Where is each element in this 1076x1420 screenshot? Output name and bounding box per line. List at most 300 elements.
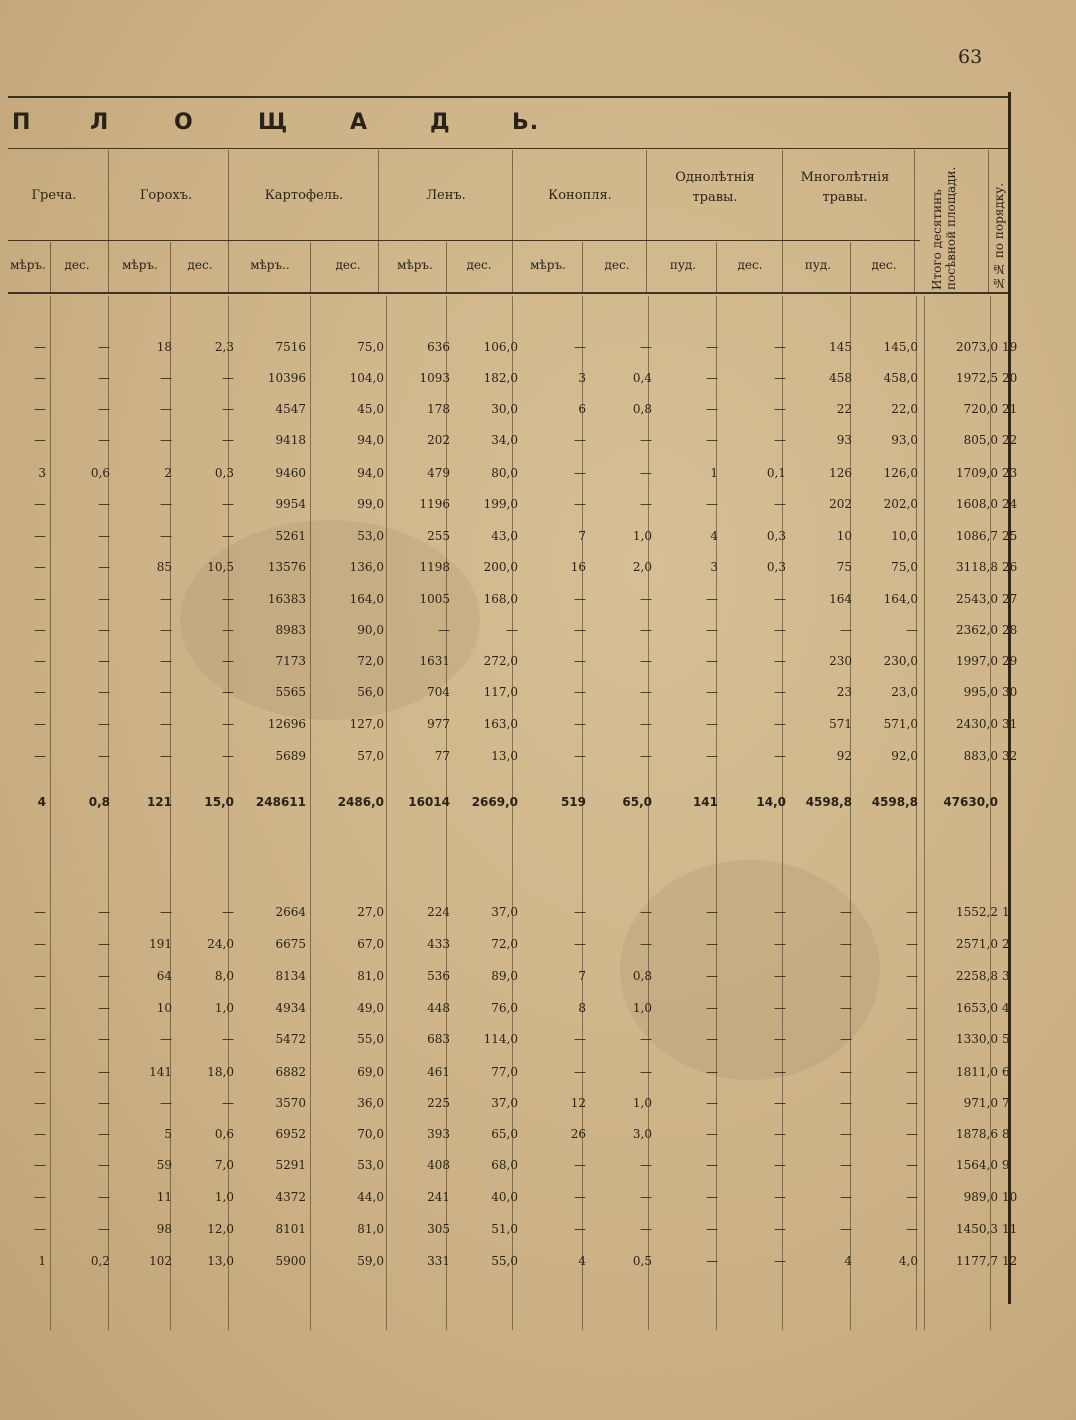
table-cell: — — [222, 685, 234, 699]
table-cell: 971,0 — [963, 1096, 998, 1110]
subheader-measure: мѣръ. — [122, 258, 158, 272]
table-cell: 3 — [38, 466, 46, 480]
table-cell: 2258,8 — [956, 969, 998, 983]
row-number-cell: 19 — [1002, 340, 1018, 354]
table-cell: 51,0 — [491, 1222, 518, 1236]
table-cell: — — [574, 749, 586, 763]
table-cell: 11 — [156, 1190, 172, 1204]
subheader-measure: мѣръ. — [530, 258, 566, 272]
table-cell: — — [222, 592, 234, 606]
table-cell: — — [34, 685, 46, 699]
subheader-rule — [446, 242, 447, 292]
table-cell: 0,3 — [214, 466, 234, 480]
table-cell: 126,0 — [883, 466, 918, 480]
table-cell: 0,6 — [90, 466, 110, 480]
table-cell: 0,3 — [766, 560, 786, 574]
table-cell: — — [160, 685, 172, 699]
table-cell: 1997,0 — [956, 654, 998, 668]
column-rule — [782, 296, 783, 1330]
column-rule — [716, 296, 717, 1330]
table-cell: 121 — [146, 795, 172, 809]
table-cell: 75,0 — [891, 560, 918, 574]
table-cell: 136,0 — [349, 560, 384, 574]
table-cell: 163,0 — [483, 717, 518, 731]
table-cell: 44,0 — [357, 1190, 384, 1204]
table-cell: — — [774, 717, 786, 731]
table-cell: 145 — [829, 340, 852, 354]
table-cell: — — [706, 654, 718, 668]
table-cell: — — [774, 592, 786, 606]
table-cell: 145,0 — [883, 340, 918, 354]
table-cell: — — [34, 1127, 46, 1141]
subheader-rule — [716, 242, 717, 292]
table-cell: 3 — [578, 371, 586, 385]
table-cell: — — [160, 1032, 172, 1046]
table-cell: 5689 — [275, 749, 306, 763]
row-number-cell: 11 — [1002, 1222, 1018, 1236]
table-cell: 10396 — [267, 371, 306, 385]
table-cell: 164 — [829, 592, 852, 606]
table-cell: 8,0 — [214, 969, 234, 983]
table-cell: 43,0 — [491, 529, 518, 543]
table-cell: 126 — [829, 466, 852, 480]
table-cell: 1,0 — [632, 1096, 652, 1110]
table-cell: 241 — [427, 1190, 450, 1204]
table-cell: — — [574, 1158, 586, 1172]
table-cell: 16 — [570, 560, 586, 574]
row-number-cell: 31 — [1002, 717, 1018, 731]
table-cell: — — [640, 1065, 652, 1079]
table-cell: 10,0 — [891, 529, 918, 543]
table-cell: — — [706, 1065, 718, 1079]
table-cell: 72,0 — [491, 937, 518, 951]
table-cell: 77 — [434, 749, 450, 763]
table-cell: — — [640, 905, 652, 919]
header-order-number: №№ по порядку. — [992, 182, 1006, 290]
table-cell: — — [222, 623, 234, 637]
table-cell: 6 — [578, 402, 586, 416]
table-cell: 0,8 — [632, 402, 652, 416]
table-cell: — — [574, 433, 586, 447]
table-cell: — — [774, 340, 786, 354]
table-cell: — — [34, 433, 46, 447]
row-number-cell: 4 — [1002, 1001, 1010, 1015]
table-cell: 8101 — [275, 1222, 306, 1236]
table-cell: 15,0 — [204, 795, 234, 809]
table-cell: — — [906, 905, 918, 919]
table-cell: 16014 — [408, 795, 450, 809]
table-cell: — — [34, 969, 46, 983]
table-cell: 127,0 — [349, 717, 384, 731]
table-cell: 65,0 — [622, 795, 652, 809]
table-cell: 64 — [156, 969, 172, 983]
table-cell: — — [98, 433, 110, 447]
table-cell: — — [706, 969, 718, 983]
table-cell: — — [34, 717, 46, 731]
table-cell: 448 — [427, 1001, 450, 1015]
table-cell: — — [906, 1158, 918, 1172]
table-cell: 0,6 — [214, 1127, 234, 1141]
table-cell: — — [34, 402, 46, 416]
subheader-desyatina: дес. — [604, 258, 630, 272]
table-cell: — — [774, 1254, 786, 1268]
table-cell: 37,0 — [491, 905, 518, 919]
table-cell: 3,0 — [632, 1127, 652, 1141]
table-cell: 1005 — [419, 592, 450, 606]
row-number-cell: 25 — [1002, 529, 1018, 543]
table-cell: 93,0 — [891, 433, 918, 447]
header-column-rule — [108, 150, 109, 292]
row-number-cell: 7 — [1002, 1096, 1010, 1110]
table-cell: 1330,0 — [956, 1032, 998, 1046]
table-cell: 5261 — [275, 529, 306, 543]
table-cell: 10 — [156, 1001, 172, 1015]
table-cell: 230,0 — [883, 654, 918, 668]
table-cell: — — [640, 685, 652, 699]
table-cell: 408 — [427, 1158, 450, 1172]
table-cell: 0,4 — [632, 371, 652, 385]
header-total-area: Итого десятинъ посѣвной площади. — [930, 166, 958, 290]
table-cell: 90,0 — [357, 623, 384, 637]
column-rule — [228, 296, 229, 1330]
table-cell: 1 — [710, 466, 718, 480]
table-cell: — — [98, 654, 110, 668]
table-cell: 1196 — [419, 497, 450, 511]
table-cell: 720,0 — [963, 402, 998, 416]
table-cell: — — [706, 749, 718, 763]
table-cell: 805,0 — [963, 433, 998, 447]
table-cell: — — [98, 1222, 110, 1236]
table-cell: 5 — [164, 1127, 172, 1141]
header-peas: Горохъ. — [139, 188, 193, 203]
table-cell: — — [160, 592, 172, 606]
table-cell: — — [640, 623, 652, 637]
table-cell: 1086,7 — [956, 529, 998, 543]
table-cell: — — [98, 497, 110, 511]
table-cell: 0,8 — [632, 969, 652, 983]
table-cell: 2073,0 — [956, 340, 998, 354]
table-cell: 70,0 — [357, 1127, 384, 1141]
table-cell: 53,0 — [357, 529, 384, 543]
table-cell: 225 — [427, 1096, 450, 1110]
table-cell: — — [574, 592, 586, 606]
table-cell: 202 — [427, 433, 450, 447]
table-cell: — — [640, 497, 652, 511]
table-cell: 94,0 — [357, 433, 384, 447]
table-cell: 479 — [427, 466, 450, 480]
table-cell: 164,0 — [883, 592, 918, 606]
table-cell: — — [906, 1127, 918, 1141]
table-cell: — — [160, 623, 172, 637]
header-column-rule — [228, 150, 229, 292]
row-number-cell: 26 — [1002, 560, 1018, 574]
table-cell: 704 — [427, 685, 450, 699]
table-cell: 164,0 — [349, 592, 384, 606]
header-rule — [8, 240, 920, 241]
table-cell: — — [98, 1065, 110, 1079]
table-cell: 178 — [427, 402, 450, 416]
title-letter: Щ — [258, 110, 289, 135]
table-cell: — — [438, 623, 450, 637]
table-cell: 8 — [578, 1001, 586, 1015]
table-cell: — — [222, 497, 234, 511]
table-cell: 519 — [560, 795, 586, 809]
table-cell: 26 — [570, 1127, 586, 1141]
table-cell: — — [34, 1222, 46, 1236]
table-cell: 536 — [427, 969, 450, 983]
table-cell: 4 — [710, 529, 718, 543]
table-cell: — — [640, 1222, 652, 1236]
table-cell: 2362,0 — [956, 623, 998, 637]
table-cell: — — [706, 402, 718, 416]
table-cell: 5472 — [275, 1032, 306, 1046]
table-cell: — — [34, 623, 46, 637]
table-cell: — — [160, 402, 172, 416]
table-cell: — — [34, 1032, 46, 1046]
table-cell: 117,0 — [483, 685, 518, 699]
table-cell: 683 — [427, 1032, 450, 1046]
table-cell: — — [574, 905, 586, 919]
table-cell: 1811,0 — [956, 1065, 998, 1079]
column-rule — [582, 296, 583, 1330]
table-cell: 883,0 — [963, 749, 998, 763]
table-cell: — — [706, 371, 718, 385]
table-cell: 40,0 — [491, 1190, 518, 1204]
table-cell: — — [640, 1158, 652, 1172]
table-cell: — — [160, 529, 172, 543]
table-cell: — — [98, 623, 110, 637]
table-cell: 80,0 — [491, 466, 518, 480]
table-cell: — — [706, 1222, 718, 1236]
table-cell: 7516 — [275, 340, 306, 354]
subheader-measure: мѣръ.. — [250, 258, 290, 272]
column-rule — [386, 296, 387, 1330]
row-number-cell: 30 — [1002, 685, 1018, 699]
table-cell: 72,0 — [357, 654, 384, 668]
table-cell: 1972,5 — [956, 371, 998, 385]
table-cell: 104,0 — [349, 371, 384, 385]
table-cell: — — [34, 340, 46, 354]
table-cell: — — [574, 1222, 586, 1236]
table-cell: 1631 — [419, 654, 450, 668]
table-cell: — — [774, 749, 786, 763]
row-number-cell: 23 — [1002, 466, 1018, 480]
table-cell: — — [774, 371, 786, 385]
table-cell: 4 — [844, 1254, 852, 1268]
table-cell: 1,0 — [214, 1190, 234, 1204]
table-cell: — — [222, 371, 234, 385]
table-cell: 202 — [829, 497, 852, 511]
table-cell: — — [774, 969, 786, 983]
table-cell: 458,0 — [883, 371, 918, 385]
table-cell: 56,0 — [357, 685, 384, 699]
table-cell: — — [98, 1001, 110, 1015]
header-column-rule — [512, 150, 513, 292]
column-rule — [648, 296, 649, 1330]
subheader-measure: мѣръ. — [397, 258, 433, 272]
table-cell: — — [774, 1158, 786, 1172]
table-cell: 92 — [836, 749, 852, 763]
table-cell: — — [906, 937, 918, 951]
table-cell: 69,0 — [357, 1065, 384, 1079]
table-cell: — — [98, 592, 110, 606]
table-cell: — — [98, 969, 110, 983]
table-cell: 9954 — [275, 497, 306, 511]
row-number-cell: 1 — [1002, 905, 1010, 919]
table-cell: 458 — [829, 371, 852, 385]
table-cell: 1564,0 — [956, 1158, 998, 1172]
table-cell: — — [222, 529, 234, 543]
table-cell: 94,0 — [357, 466, 384, 480]
table-cell: 89,0 — [491, 969, 518, 983]
table-top-rule — [8, 96, 1008, 98]
subheader-desyatina: дес. — [187, 258, 213, 272]
table-cell: 30,0 — [491, 402, 518, 416]
table-cell: — — [840, 905, 852, 919]
row-number-cell: 9 — [1002, 1158, 1010, 1172]
table-cell: — — [840, 1032, 852, 1046]
row-number-cell: 27 — [1002, 592, 1018, 606]
table-cell: 12696 — [267, 717, 306, 731]
table-cell: 22 — [836, 402, 852, 416]
row-number-cell: 29 — [1002, 654, 1018, 668]
table-cell: — — [640, 937, 652, 951]
table-cell: — — [34, 749, 46, 763]
table-cell: 47630,0 — [943, 795, 998, 809]
table-cell: — — [840, 1127, 852, 1141]
table-cell: 2,3 — [214, 340, 234, 354]
table-cell: 1450,3 — [956, 1222, 998, 1236]
table-cell: — — [34, 937, 46, 951]
table-cell: 81,0 — [357, 1222, 384, 1236]
title-letter: П — [12, 110, 32, 135]
table-cell: — — [574, 1190, 586, 1204]
table-cell: 99,0 — [357, 497, 384, 511]
table-cell: — — [706, 685, 718, 699]
table-cell: 37,0 — [491, 1096, 518, 1110]
table-cell: — — [98, 1032, 110, 1046]
table-cell: 989,0 — [963, 1190, 998, 1204]
column-rule — [924, 296, 925, 1330]
table-cell: 199,0 — [483, 497, 518, 511]
table-cell: 49,0 — [357, 1001, 384, 1015]
title-letter: О — [174, 110, 194, 135]
table-cell: — — [906, 1222, 918, 1236]
table-cell: — — [706, 340, 718, 354]
table-cell: 571,0 — [883, 717, 918, 731]
table-cell: — — [840, 937, 852, 951]
table-cell: — — [98, 402, 110, 416]
subheader-desyatina: дес. — [335, 258, 361, 272]
table-cell: 230 — [829, 654, 852, 668]
table-cell: — — [640, 717, 652, 731]
subheader-pud: пуд. — [669, 258, 697, 272]
table-cell: 65,0 — [491, 1127, 518, 1141]
table-cell: 59,0 — [357, 1254, 384, 1268]
table-cell: — — [98, 749, 110, 763]
table-cell: — — [774, 623, 786, 637]
row-number-cell: 3 — [1002, 969, 1010, 983]
table-cell: 12,0 — [207, 1222, 234, 1236]
table-cell: — — [222, 1032, 234, 1046]
table-cell: 255 — [427, 529, 450, 543]
table-cell: 85 — [156, 560, 172, 574]
title-letter: Д — [430, 110, 451, 135]
table-cell: — — [706, 1001, 718, 1015]
subheader-desyatina: дес. — [871, 258, 897, 272]
subheader-rule — [50, 242, 51, 292]
table-cell: 2543,0 — [956, 592, 998, 606]
header-column-rule — [988, 150, 989, 292]
header-annual-grass: Однолѣтнія травы. — [675, 170, 755, 205]
table-cell: — — [34, 654, 46, 668]
table-cell: 8983 — [275, 623, 306, 637]
table-cell: — — [34, 1001, 46, 1015]
table-cell: — — [34, 529, 46, 543]
table-cell: 13,0 — [491, 749, 518, 763]
table-cell: 3118,8 — [956, 560, 998, 574]
table-cell: — — [574, 340, 586, 354]
table-cell: 2486,0 — [337, 795, 384, 809]
table-cell: — — [906, 1096, 918, 1110]
table-cell: 0,1 — [766, 466, 786, 480]
table-cell: 1653,0 — [956, 1001, 998, 1015]
table-cell: — — [574, 937, 586, 951]
table-cell: 272,0 — [483, 654, 518, 668]
table-cell: 8134 — [275, 969, 306, 983]
table-cell: 7,0 — [214, 1158, 234, 1172]
subheader-desyatina: дес. — [64, 258, 90, 272]
table-cell: 4372 — [275, 1190, 306, 1204]
row-number-cell: 21 — [1002, 402, 1018, 416]
table-cell: — — [98, 560, 110, 574]
table-cell: — — [98, 1158, 110, 1172]
table-cell: 1093 — [419, 371, 450, 385]
table-cell: — — [160, 717, 172, 731]
header-rule — [8, 148, 1008, 149]
table-cell: 0,3 — [766, 529, 786, 543]
table-cell: 7 — [578, 969, 586, 983]
table-cell: — — [840, 1222, 852, 1236]
table-cell: 461 — [427, 1065, 450, 1079]
table-cell: — — [34, 1158, 46, 1172]
row-number-cell: 20 — [1002, 371, 1018, 385]
header-flax: Ленъ. — [426, 188, 466, 203]
table-cell: 1709,0 — [956, 466, 998, 480]
table-cell: 10,5 — [207, 560, 234, 574]
table-cell: — — [574, 497, 586, 511]
table-cell: 34,0 — [491, 433, 518, 447]
table-cell: 22,0 — [891, 402, 918, 416]
table-cell: 1,0 — [632, 529, 652, 543]
subheader-rule — [850, 242, 851, 292]
table-cell: — — [840, 1096, 852, 1110]
column-rule — [50, 296, 51, 1330]
subheader-pud: пуд. — [804, 258, 832, 272]
table-cell: — — [160, 433, 172, 447]
subheader-desyatina: дес. — [466, 258, 492, 272]
table-cell: — — [160, 1096, 172, 1110]
table-cell: 5291 — [275, 1158, 306, 1172]
table-cell: 75 — [836, 560, 852, 574]
table-cell: 202,0 — [883, 497, 918, 511]
table-cell: 433 — [427, 937, 450, 951]
table-cell: — — [906, 1190, 918, 1204]
table-cell: — — [706, 592, 718, 606]
table-cell: — — [574, 685, 586, 699]
header-perennial-grass: Многолѣтнія травы. — [800, 170, 890, 205]
table-cell: — — [774, 497, 786, 511]
